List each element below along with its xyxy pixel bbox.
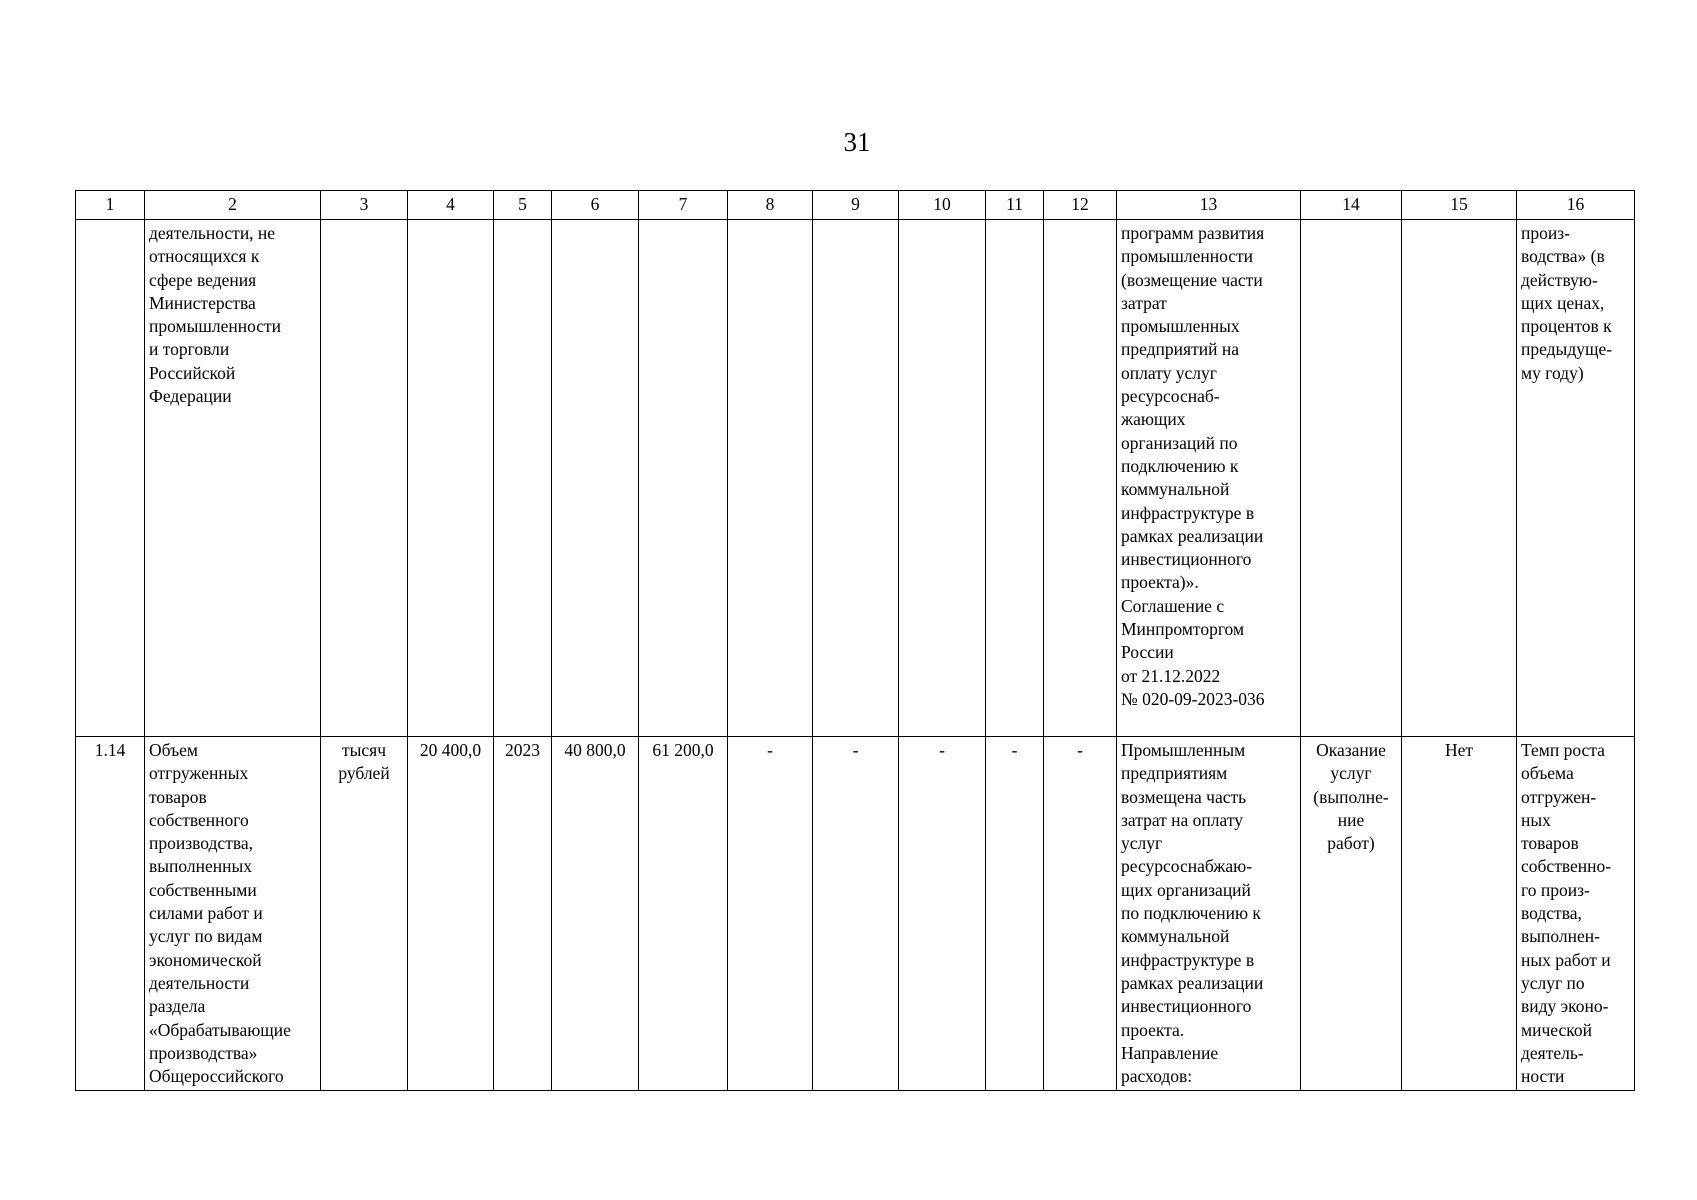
cell-number: 1.14	[76, 737, 145, 1091]
cell-value: 61 200,0	[639, 737, 728, 1091]
cell-year	[494, 220, 552, 737]
column-header: 1	[76, 191, 145, 220]
cell-value: 40 800,0	[552, 737, 639, 1091]
cell-value	[639, 220, 728, 737]
column-header: 3	[321, 191, 408, 220]
cell-unit: тысяч рублей	[321, 737, 408, 1091]
cell-result-description: программ развития промышленности (возмещение части затрат промышленных предприятий на оплату услуг ресурсоснаб- жающих организаций по подключению к коммунальной инфраструктуре в рамках реализации инвестиционного проекта)». Соглашение с Минпромторгом России от 21.12.2022 № 020-09-2023-036	[1117, 220, 1301, 737]
column-header: 16	[1517, 191, 1635, 220]
column-header: 12	[1044, 191, 1117, 220]
table-header-row	[76, 191, 1635, 220]
page-number: 31	[843, 127, 871, 157]
cell-value: -	[813, 737, 899, 1091]
cell-value	[408, 220, 494, 737]
cell-value	[1044, 220, 1117, 737]
cell-year: 2023	[494, 737, 552, 1091]
cell-value	[986, 220, 1044, 737]
column-header: 13	[1117, 191, 1301, 220]
cell-link-indicator: произ- водства» (в действую- щих ценах, процентов к предыдуще- му году)	[1517, 220, 1635, 737]
column-header: 10	[899, 191, 986, 220]
cell-link-indicator: Темп роста объема отгружен- ных товаров собственно- го произ- водства, выполнен- ных работ и услуг по виду эконо- мической деятель- ности	[1517, 737, 1635, 1091]
cell-value: -	[986, 737, 1044, 1091]
cell-flag: Нет	[1402, 737, 1517, 1091]
column-header: 8	[728, 191, 813, 220]
table-row	[76, 220, 1635, 737]
cell-result-type: Оказание услуг (выполне- ние работ)	[1301, 737, 1402, 1091]
cell-value	[899, 220, 986, 737]
column-header: 7	[639, 191, 728, 220]
cell-number	[76, 220, 145, 737]
cell-result-type	[1301, 220, 1402, 737]
column-header: 2	[145, 191, 321, 220]
column-header: 9	[813, 191, 899, 220]
cell-value: -	[728, 737, 813, 1091]
indicators-table	[75, 190, 1635, 1091]
cell-indicator-name: Объем отгруженных товаров собственного производства, выполненных собственными силами работ и услуг по видам экономической деятельности раздела «Обрабатывающие производства» Общероссийского	[145, 737, 321, 1091]
column-header: 5	[494, 191, 552, 220]
cell-flag	[1402, 220, 1517, 737]
cell-value	[813, 220, 899, 737]
cell-value: -	[1044, 737, 1117, 1091]
table-row	[76, 737, 1635, 1091]
cell-value: -	[899, 737, 986, 1091]
cell-value: 20 400,0	[408, 737, 494, 1091]
column-header: 14	[1301, 191, 1402, 220]
cell-value	[552, 220, 639, 737]
column-header: 11	[986, 191, 1044, 220]
column-header: 6	[552, 191, 639, 220]
cell-unit	[321, 220, 408, 737]
cell-indicator-name: деятельности, не относящихся к сфере ведения Министерства промышленности и торговли Российской Федерации	[145, 220, 321, 737]
cell-value	[728, 220, 813, 737]
column-header: 15	[1402, 191, 1517, 220]
column-header: 4	[408, 191, 494, 220]
cell-result-description: Промышленным предприятиям возмещена часть затрат на оплату услуг ресурсоснабжаю- щих организаций по подключению к коммунальной инфраструктуре в рамках реализации инвестиционного проекта. Направление расходов:	[1117, 737, 1301, 1091]
